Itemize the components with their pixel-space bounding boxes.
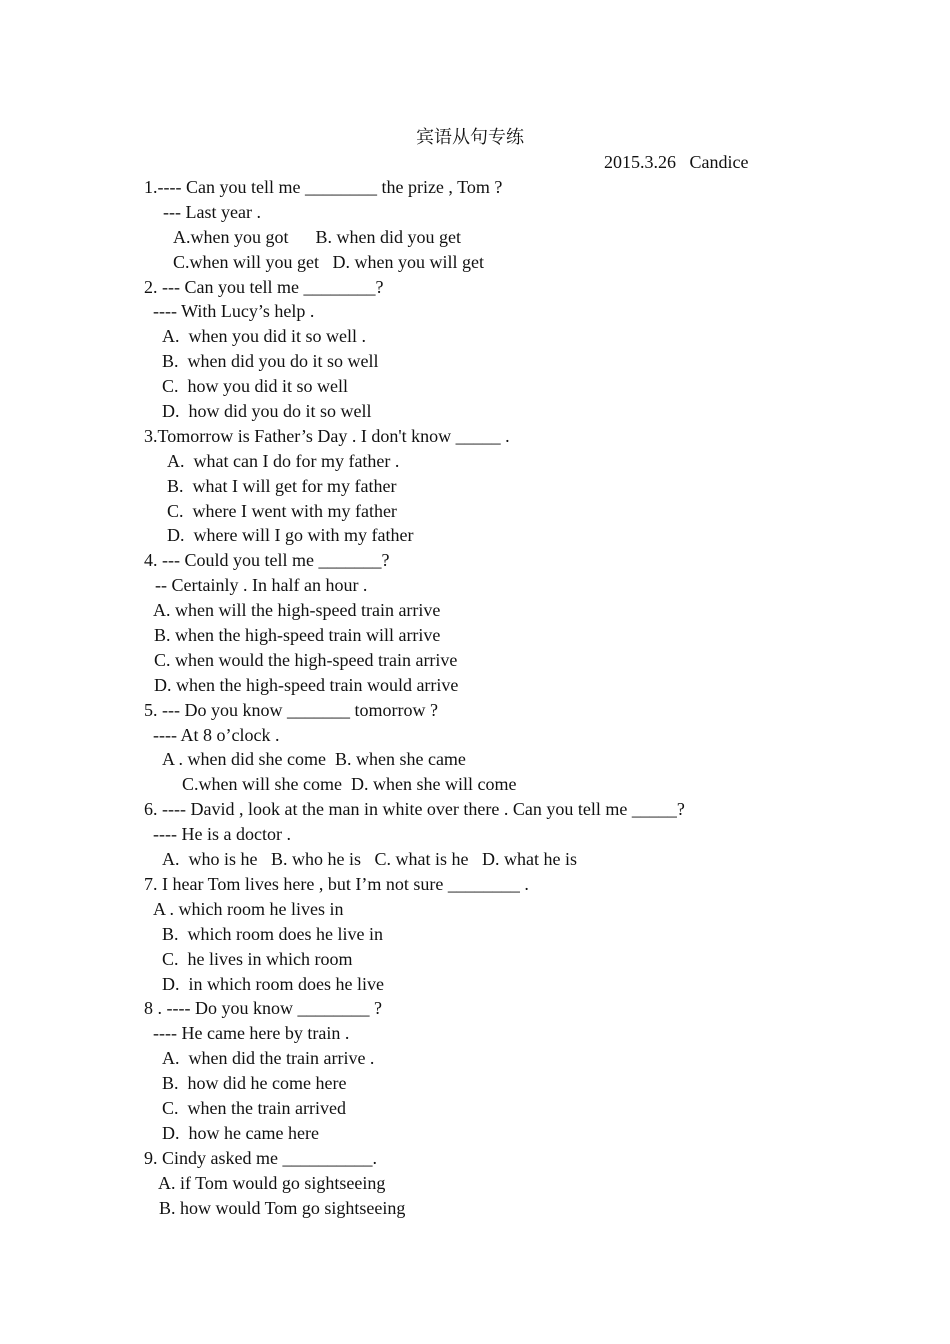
option-line <box>0 623 950 648</box>
option-text: C. when would the high-speed train arrive <box>154 649 458 670</box>
question-line <box>0 698 950 723</box>
date-author-line <box>604 150 748 174</box>
option-line <box>0 922 950 947</box>
option-line <box>0 523 950 548</box>
question-text: 1.---- Can you tell me ________ the prize , Tom ? <box>144 177 503 197</box>
option-line <box>0 499 950 524</box>
question-line <box>0 175 950 200</box>
question-text: 3.Tomorrow is Father’s Day . I don't know _____ . <box>144 425 510 446</box>
answer-line <box>0 723 950 748</box>
option-line <box>0 1096 950 1121</box>
option-text: B. how did he come here <box>162 1073 347 1094</box>
option-text: D. how he came here <box>162 1122 319 1143</box>
option-text: C. when the train arrived <box>162 1097 346 1118</box>
option-line <box>0 747 950 772</box>
answer-line <box>0 200 950 225</box>
document-date: 2015.3.26 <box>604 152 676 172</box>
option-text: C. how you did it so well <box>162 376 349 397</box>
option-text: B. when did you do it so well <box>162 351 379 372</box>
document-author: Candice <box>689 152 749 172</box>
option-line <box>0 673 950 698</box>
option-line <box>0 449 950 474</box>
exercise-content <box>0 175 950 1220</box>
option-line <box>0 474 950 499</box>
option-text: B. how would Tom go sightseeing <box>159 1197 406 1218</box>
question-text: 2. --- Can you tell me ________? <box>144 276 384 297</box>
option-line <box>0 349 950 374</box>
question-text: 6. ---- David , look at the man in white over there . Can you tell me _____? <box>144 799 685 820</box>
option-line <box>0 225 950 250</box>
option-line <box>0 598 950 623</box>
answer-text: ---- At 8 o’clock . <box>153 724 280 745</box>
option-line <box>0 324 950 349</box>
option-text: A. when you did it so well . <box>162 326 366 347</box>
question-line <box>0 548 950 573</box>
option-text: C. he lives in which room <box>162 948 353 969</box>
option-text: A. what can I do for my father . <box>167 450 400 471</box>
option-line <box>0 250 950 275</box>
question-line <box>0 996 950 1021</box>
option-line <box>0 1196 950 1221</box>
option-text: B. which room does he live in <box>162 923 383 944</box>
question-line <box>0 872 950 897</box>
option-line <box>0 399 950 424</box>
option-text: A. if Tom would go sightseeing <box>158 1172 386 1193</box>
option-text: A. when did the train arrive . <box>162 1048 375 1069</box>
answer-text: -- Certainly . In half an hour . <box>155 575 368 596</box>
question-line <box>0 424 950 449</box>
option-text: B. when the high-speed train will arrive <box>154 625 441 646</box>
question-text: 8 . ---- Do you know ________ ? <box>144 998 382 1019</box>
answer-text: ---- With Lucy’s help . <box>153 301 315 322</box>
option-text: A. who is he B. who he is C. what is he D. what he is <box>162 849 577 870</box>
answer-line <box>0 573 950 598</box>
question-text: 7. I hear Tom lives here , but I’m not sure ________ . <box>144 873 529 894</box>
option-line <box>0 897 950 922</box>
answer-line <box>0 822 950 847</box>
option-text: D. where will I go with my father <box>167 525 414 546</box>
option-line <box>0 1071 950 1096</box>
answer-text: --- Last year . <box>163 201 261 222</box>
option-text: D. when the high-speed train would arrive <box>154 674 459 695</box>
option-text: C. where I went with my father <box>167 500 397 521</box>
option-text: D. how did you do it so well <box>162 401 372 422</box>
option-text: A. when will the high-speed train arrive <box>153 600 441 621</box>
option-line <box>0 1046 950 1071</box>
option-text: B. what I will get for my father <box>167 475 397 496</box>
option-line <box>0 1121 950 1146</box>
answer-text: ---- He came here by train . <box>153 1023 350 1044</box>
option-text: A.when you got B. when did you get <box>173 226 461 247</box>
option-line <box>0 648 950 673</box>
option-text: D. in which room does he live <box>162 973 384 994</box>
answer-text: ---- He is a doctor . <box>153 824 291 845</box>
option-line <box>0 947 950 972</box>
option-line <box>0 772 950 797</box>
option-line <box>0 972 950 997</box>
option-line <box>0 374 950 399</box>
option-text: A . which room he lives in <box>153 898 344 919</box>
question-text: 4. --- Could you tell me _______? <box>144 550 390 571</box>
question-text: 5. --- Do you know _______ tomorrow ? <box>144 699 438 720</box>
answer-line <box>0 1021 950 1046</box>
question-text: 9. Cindy asked me __________. <box>144 1147 377 1168</box>
option-text: A . when did she come B. when she came <box>162 749 466 770</box>
option-text: C.when will you get D. when you will get <box>173 251 484 272</box>
question-line <box>0 1146 950 1171</box>
page-title: 宾语从句专练 <box>416 127 524 148</box>
question-line <box>0 797 950 822</box>
option-line <box>0 847 950 872</box>
answer-line <box>0 299 950 324</box>
option-line <box>0 1171 950 1196</box>
question-line <box>0 275 950 300</box>
option-text: C.when will she come D. when she will come <box>182 774 517 795</box>
